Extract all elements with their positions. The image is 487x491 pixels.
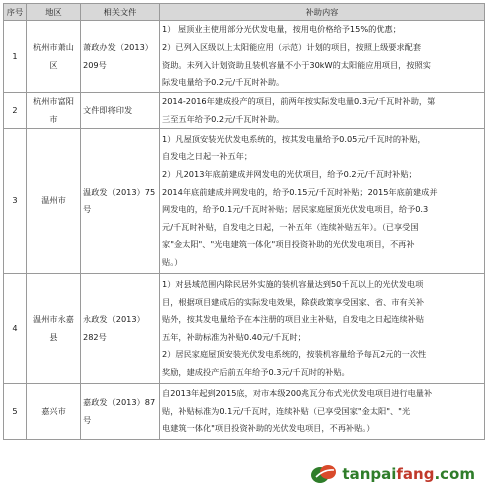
row-region: 杭州市富阳市: [27, 93, 81, 129]
table-header-row: [4, 4, 485, 21]
header-content: 补助内容: [160, 4, 485, 21]
row-no: 1: [4, 21, 27, 93]
content-line: 元/千瓦时补贴，自发电之日起，一补五年（连续补贴五年）。（已享受国: [162, 221, 419, 232]
content-line: 网发电的，给予0.1元/千瓦时补贴；居民家庭屋顶光伏发电项目，给予0.3: [162, 204, 429, 215]
content-line: 1）凡屋顶安装光伏发电系统的，按其发电量给予0.05元/千瓦时的补贴，: [162, 133, 426, 144]
content-line: 贴，补贴标准为0.1元/千瓦时，连续补贴（已享受国家"金太阳"、"光: [162, 405, 411, 416]
content-line: 贴。）: [162, 256, 183, 267]
content-line: 资助。未列入计划资助且装机容量不小于30kW的太阳能应用项目，按照实: [162, 59, 431, 70]
content-line: 2014年底前建成并网发电的，给予0.15元/千瓦时补贴；2015年底前建成并: [162, 186, 438, 197]
watermark-text-3: .com: [434, 465, 475, 483]
watermark-text-1: tanpai: [342, 465, 397, 483]
content-line: 家"金太阳"、"光电建筑一体化"项目投资补助的光伏发电项目，不再补: [162, 239, 415, 250]
table-row: [4, 129, 485, 274]
content-line: 2）凡2013年底前建成并网发电的光伏项目，给予0.2元/千瓦时补贴；: [162, 169, 417, 179]
content-line: 2014-2016年建成投产的项目，前两年按实际发电量0.3元/千瓦时补助，第: [162, 96, 436, 106]
row-content: [160, 129, 485, 274]
row-file: 温政发（2013）75号: [81, 129, 160, 274]
table-row: [4, 93, 485, 129]
row-region: 温州市: [27, 129, 81, 274]
table-row: [4, 274, 485, 384]
row-content: [160, 384, 485, 440]
header-no: 序号: [4, 4, 27, 21]
content-line: 电建筑一体化"项目投资补助的光伏发电项目，不再补贴。）: [162, 423, 375, 434]
row-content: [160, 274, 485, 384]
content-line: 三至五年给予0.2元/千瓦时补助。: [162, 113, 285, 124]
row-file: 永政发（2013）282号: [81, 274, 160, 384]
content-line: 自2013年起到2015底，对市本级200兆瓦分布式光伏发电项目进行电量补: [162, 388, 433, 399]
row-region: 嘉兴市: [27, 384, 81, 440]
table-row: [4, 384, 485, 440]
subsidy-table-wrapper: [3, 3, 484, 491]
content-line: 奖励，建成投产后前五年给予0.3元/千瓦时的补贴。: [162, 366, 350, 377]
header-region: 地区: [27, 4, 81, 21]
row-no: 3: [4, 129, 27, 274]
content-line: 五年，补助标准为补贴0.40元/千瓦时；: [162, 331, 306, 342]
content-line: 际发电量给予0.2元/千瓦时补助。: [162, 77, 285, 88]
watermark-text-2: fang: [396, 465, 435, 483]
content-line: 1）对县域范围内除民居外实施的装机容量达到50千瓦以上的光伏发电项: [162, 278, 424, 289]
row-file: 文件即将印发: [81, 93, 160, 129]
row-no: 5: [4, 384, 27, 440]
content-line: 2）已列入区级以上太阳能应用（示范）计划的项目，按照上级要求配套: [162, 41, 422, 52]
content-line: 目，根据项目建成后的实际发电效果，除获政策享受国家、省、市有关补: [162, 296, 425, 307]
content-line: 1） 屋顶业主使用部分光伏发电量，按用电价格给予15%的优惠；: [162, 24, 401, 35]
table-row: [4, 21, 485, 93]
content-line: 贴外，按其发电量给予在本注册的项目业主补贴，自发电之日起连续补贴: [162, 314, 425, 325]
content-line: 自发电之日起一补五年；: [162, 151, 253, 162]
row-no: 4: [4, 274, 27, 384]
row-content: [160, 21, 485, 93]
row-file: 嘉政发（2013）87号: [81, 384, 160, 440]
row-content: [160, 93, 485, 129]
row-file: 萧政办发（2013）209号: [81, 21, 160, 93]
carbon-leaf-logo-icon: [310, 463, 338, 485]
subsidy-table: [3, 3, 485, 440]
content-line: 2）居民家庭屋顶安装光伏发电系统的，按装机容量给予每瓦2元的一次性: [162, 349, 427, 360]
row-no: 2: [4, 93, 27, 129]
row-region: 杭州市萧山区: [27, 21, 81, 93]
row-region: 温州市永嘉县: [27, 274, 81, 384]
header-file: 相关文件: [81, 4, 160, 21]
watermark: [306, 461, 479, 487]
